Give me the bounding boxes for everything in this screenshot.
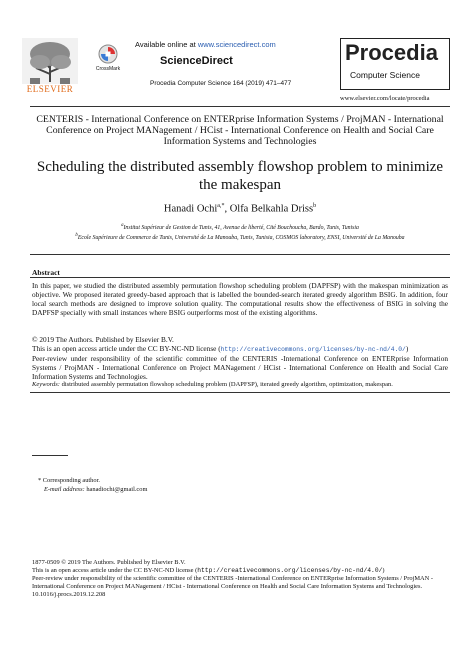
procedia-logo-title: Procedia xyxy=(345,40,438,65)
affiliation-a xyxy=(30,222,450,232)
header-divider xyxy=(30,106,450,107)
author-1-affiliation: a, xyxy=(217,203,222,209)
keywords-text: distributed assembly permutation flowshop scheduling problem (DAPFSP), iterated greedy algorithm, optimization, makespan. xyxy=(59,381,393,388)
footer-license-suffix: ) xyxy=(382,567,385,574)
procedia-url[interactable]: www.elsevier.com/locate/procedia xyxy=(340,95,430,102)
available-prefix: Available online at xyxy=(135,40,198,49)
author-2: , Olfa Belkahla Driss xyxy=(224,203,314,215)
license-link[interactable]: http://creativecommons.org/licenses/by-nc-nd/4.0/ xyxy=(220,346,406,354)
doi[interactable]: 10.1016/j.procs.2019.12.208 xyxy=(32,591,106,598)
copyright-block xyxy=(32,335,448,381)
paper-title: Scheduling the distributed assembly flowshop problem to minimize the makespan xyxy=(36,159,444,193)
abstract-heading: Abstract xyxy=(32,268,60,277)
email-line xyxy=(38,486,147,495)
conference-name: CENTERIS - International Conference on ENTERprise Information Systems / ProjMAN - International Conference on Project MANagement / HCist - International Conference on Health and Social Care Information Systems and Technologies xyxy=(36,114,444,147)
email-label: E-mail address: xyxy=(44,485,85,493)
author-2-affiliation: b xyxy=(313,203,317,209)
corresponding-star: * xyxy=(221,203,225,209)
author-list xyxy=(30,203,450,215)
affiliation-b-marker: b xyxy=(75,233,78,239)
author-1: Hanadi Ochi xyxy=(163,203,218,215)
abstract-text: In this paper, we studied the distributed assembly permutation flowshop scheduling problem (DAPFSP) with the makespan minimization as objective. We proposed iterated greedy-based approach that is labelled the bounded-search iterated greedy algorithm BSIG. In addition, four local search methods are designed to improve solution quality. The computational results show the effectiveness of BSIG in solving the DAPFSP specially with small instances where BSIG outperforms most of the existing algorithms. xyxy=(32,281,448,318)
procedia-logo-subtitle: Computer Science xyxy=(350,70,420,80)
license-prefix: This is an open access article under the CC BY-NC-ND license ( xyxy=(32,344,221,354)
affiliation-a-text: Institut Supérieur de Gestion de Tunis, 41, Avenue de liberté, Cité Bouchoucha, Bardo, Tunis, Tunisia xyxy=(123,224,359,231)
email-address[interactable]: hanadiochi@gmail.com xyxy=(84,485,148,493)
license-line xyxy=(32,344,448,354)
footer-license-link[interactable]: http://creativecommons.org/licenses/by-nc-nd/4.0/ xyxy=(197,567,383,574)
crossmark-label: CrossMark xyxy=(95,66,121,72)
sciencedirect-logo: ScienceDirect xyxy=(160,55,233,67)
availability-line xyxy=(135,40,276,49)
keywords-label: Keywords: xyxy=(32,381,60,388)
footnote-rule xyxy=(32,455,68,456)
journal-reference: Procedia Computer Science 164 (2019) 471–477 xyxy=(150,80,292,87)
footer-license-prefix: This is an open access article under the CC BY-NC-ND license ( xyxy=(32,567,198,574)
footer-license-line xyxy=(32,567,452,575)
abstract-heading-rule xyxy=(30,277,450,278)
sciencedirect-link[interactable]: www.sciencedirect.com xyxy=(197,40,276,49)
affiliation-b xyxy=(30,232,450,242)
issn-line: 1877-0509 © 2019 The Authors. Published by Elsevier B.V. xyxy=(32,559,186,566)
corresponding-author-label: * Corresponding author. xyxy=(38,477,100,484)
abstract-divider-top xyxy=(30,254,450,255)
corresponding-author-footnote xyxy=(38,477,147,494)
affiliations xyxy=(30,222,450,243)
abstract-divider-bottom xyxy=(30,392,450,393)
crossmark-icon[interactable] xyxy=(98,44,118,64)
affiliation-b-text: Ecole Supérieure de Commerce de Tunis, Université de La Manouba, Tunis, Tunisia, COSMOS laboratory, ENSI, Université de La Manouba xyxy=(77,235,405,242)
page-footer xyxy=(32,559,452,599)
peer-review-line: Peer-review under responsibility of the scientific committee of the CENTERIS -International Conference on ENTERprise Information Systems / ProjMAN - International Conference on Project MANagement / HCist - International Conference on Health and Social Care Information Systems and Technologies. xyxy=(32,354,448,382)
affiliation-a-marker: a xyxy=(121,223,124,228)
elsevier-wordmark: ELSEVIER xyxy=(26,84,74,94)
copyright-line: © 2019 The Authors. Published by Elsevier B.V. xyxy=(32,335,174,344)
license-suffix: ) xyxy=(405,344,409,354)
keywords xyxy=(32,380,448,389)
footer-peer-review: Peer-review under responsibility of the scientific committee of the CENTERIS -International Conference on ENTERprise Information Systems / ProjMAN - International Conference on Project MANagement / HCist - International Conference on Health and Social Care Information Systems and Technologies. xyxy=(32,575,433,590)
